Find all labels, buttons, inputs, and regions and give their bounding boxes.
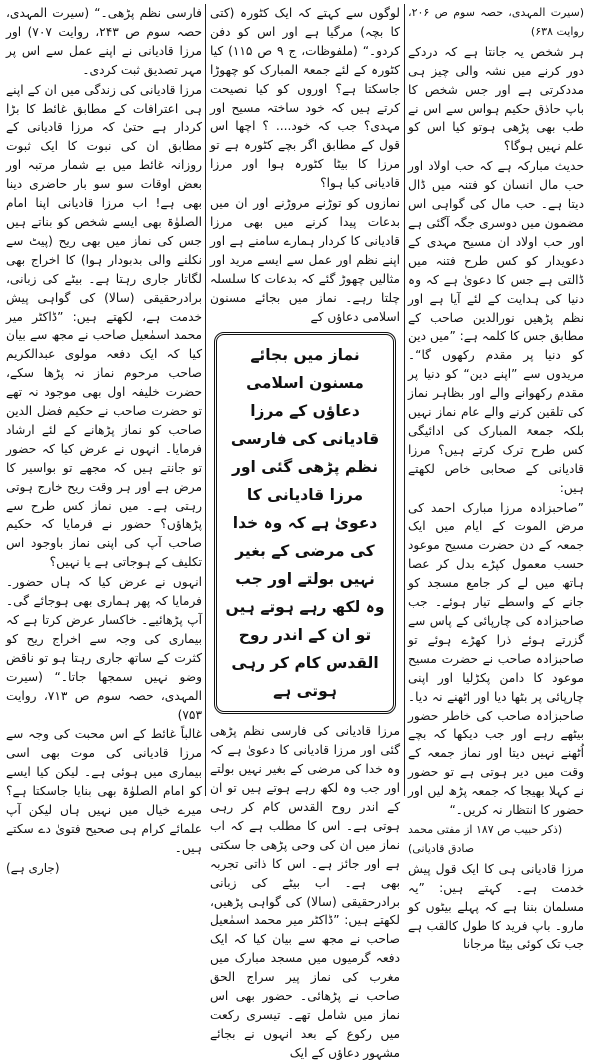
paragraph: لوگوں سے کہتے کہ ایک کٹورہ (کتی کا بچہ) مرگیا ہے اور اس کو دفن کردو۔“ (ملفوظات، ج ۹ ص ۱۱۵) کیا کٹورہ کے لئے جمعۃ المبارک کو چھوڑا جاسکتا ہے؟ اوروں کو کیا نصیحت کرتے ہیں کہ خود ساختہ مسیح اور مہدی؟ جب کہ خود.... ؟ اچھا اس قول کے مطابق اگر بچے کٹورہ ہے تو مرزا کا بیٹا کٹورہ ہوا اور مرزا قادیانی کیا ہوا؟: [210, 6, 401, 191]
reference-citation: (ذکر حبیب ص ۱۸۷ از مفتی محمد صادق قادیانی): [408, 822, 563, 855]
paragraph: حدیث مبارکہ ہے کہ حب اولاد اور حب مال انسان کو فتنہ میں ڈال دیتا ہے۔ حب مال کی گواہی اس مضمون میں دوسری جگہ آگئی ہے اور حب اولاد ان مسیح مہدی کے دعویدار کو کس طرح فتنہ میں ڈالتی ہے جس کا دعویٰ ہے کہ وہ دنیا کی ہدایت کے لئے آیا ہے اور نظم پڑھیں نورالدین صاحب کے مطابق جس کا کلمہ ہے: ”میں دین کو دنیا پر مقدم رکھوں گا“۔ مریدوں سے ”اپنے دین“ کو دنیا پر مقدم رکھوانے والے اور بظاہر نماز کی تلقین کرنے والے عام نماز نہیں بلکہ جمعۃ المبارک کی ادائیگی کس طرح ترک کرتے ہیں؟ مرزا قادیانی کے صحابی خاص لکھتے ہیں:: [408, 159, 584, 495]
paragraph: مرزا قادیانی ہی کا ایک قول پیش خدمت ہے۔ کہتے ہیں: ”یہ مسلمان بننا ہے کہ پہلے بیٹوں کو مارو۔ باپ فرید کا طول کالقب ہے جب تک کوئی بیٹا مرجانا: [408, 861, 584, 952]
paragraph: فارسی نظم پڑھی۔“ (سیرت المہدی، حصہ سوم ص ۲۴۳، روایت ۷۰۷) اور مرزا قادیانی نے اپنے عمل سے اس پر مہر تصدیق ثبت کردی۔: [6, 6, 202, 77]
pull-quote-box: نماز میں بجائے مسنون اسلامی دعاؤں کے مرزا قادیانی کی فارسی نظم پڑھی گئی اور مرزا قادیانی کا دعویٰ ہے کہ وہ خدا کی مرضی کے بغیر نہیں بولتے اور جب وہ لکھ رہے ہوتے ہیں تو ان کے اندر روح القدس کام کر رہی ہوتی ہے: [214, 332, 396, 714]
paragraph: مرزا قادیانی کی فارسی نظم پڑھی گئی اور مرزا قادیانی کا دعویٰ ہے کہ وہ خدا کی مرضی کے بغیر نہیں بولتے اور جب وہ لکھ رہے ہوتے ہیں تو ان کے اندر روح القدس کام کر رہی ہوتی ہے۔ اس کا مطلب ہے کہ اب نماز میں ان کی وحی پڑھی جا سکتی ہے اور جائز ہے۔ اس کا ذاتی تجربہ بھی ہے۔ اب بیٹے کی زبانی برادرحقیقی (سالا) کی گواہی پڑھیں، لکھتے ہیں: ”ڈاکٹر میر محمد اسمٰعیل صاحب نے مجھ سے بیان کیا کہ ایک دفعہ گرمیوں میں مسجد مبارک میں مغرب کی نماز پیر سراج الحق صاحب نے پڑھائی۔ حضور بھی اس نماز میں شامل تھے۔ تیسری رکعت میں رکوع کے بعد انہوں نے بجائے مشہور دعاؤں کے ایک: [210, 724, 400, 1060]
column-right: [408, 4, 584, 952]
column-middle: [210, 4, 401, 1060]
continued-marker: (جاری ہے): [6, 860, 60, 875]
paragraph: انہوں نے عرض کیا کہ ہاں حضور۔ فرمایا کہ پھر ہماری بھی ہوجائے گی۔ آپ پڑھائیے۔ خاکسار عرض کرتا ہے کہ بیماری کی وجہ سے اخراج ریح کو کثرت کے ساتھ جاری رہتا ہو تو ناقض وضو نہیں سمجھا جاتا۔“ (سیرت المہدی، حصہ سوم ص ۷۱۳، روایت ۷۵۳): [6, 575, 202, 722]
paragraph: نمازوں کو توڑنے مروڑنے اور ان میں بدعات پیدا کرنے میں بھی مرزا قادیانی کا کردار ہمارے سامنے ہے اور اپنے نظم اور عمل سے ایسے مرید اور مثالیں چھوڑ گئے کہ بدعات کا سلسلہ چلتا رہے۔ نماز میں بجائے مسنون اسلامی دعاؤں کے: [210, 196, 400, 324]
paragraph: مرزا قادیانی کی زندگی میں ان کے اپنے ہی اعترافات کے مطابق غائط کا بڑا کردار ہے حتیٰ کہ مرزا قادیانی کے مطابق ان کی نبوت کا ایک ثبوت روزانہ غائط میں بے شمار مرتبہ اور بعض اوقات سو سو بار حاضری دینا بھی ہے! اب مرزا قادیانی اپنا امام الصلوٰۃ بھی ایسے شخص کو بناتے ہیں جس کی نماز میں بھی ریح (پیٹ سے نکلنے والی بدبودار ہوا) کا اخراج بھی لگاتار جاری رہتا ہے۔ بیٹے کی زبانی، برادرحقیقی (سالا) کی گواہی پیش خدمت ہے، لکھتے ہیں: ”ڈاکٹر میر محمد اسمٰعیل صاحب نے مجھ سے بیان کیا کہ ایک دفعہ مولوی عبدالکریم صاحب مرحوم نماز نہ پڑھا سکے، حضرت خلیفہ اول بھی موجود نہ تھے تو حضرت صاحب نے حکیم فضل الدین صاحب کو نماز پڑھانے کے لئے ارشاد فرمایا۔ انہوں نے عرض کیا کہ حضور تو جانتے ہیں کہ مجھے تو بواسیر کا مرض ہے اور ہر وقت ریح خارج ہوتی رہتی ہے۔ میں نماز کس طرح سے پڑھاؤں؟ حضور نے فرمایا کہ حکیم صاحب آپ کی اپنی نماز باوجود اس تکلیف کے ہوجاتی ہے یا نہیں؟: [6, 82, 202, 570]
paragraph: غالباً غائط کے اس محبت کی وجہ سے مرزا قادیانی کی موت بھی اسی بیماری میں ہوئی ہے۔ لیکن کیا ایسے کو امام الصلوٰۃ بھی بنایا جاسکتا ہے؟ میرے خیال میں نہیں ہاں لیکن آپ علمائے کرام ہی صحیح فتویٰ دے سکتے ہیں۔: [6, 727, 202, 855]
reference-citation: (سیرت المہدی، حصہ سوم ص ۲۰۶، روایت ۶۳۸): [408, 6, 584, 38]
column-left: [6, 4, 202, 875]
quote-paragraph: ”صاحبزادہ مرزا مبارک احمد کی مرض الموت کے ایام میں ایک جمعہ کے دن حضرت مسیح موعود حسب معمول کپڑے بدل کر عصا ہاتھ میں لے کر جامع مسجد کو جانے کے واسطے تیار ہوئے۔ جب صاحبزادہ کی چارپائی کے پاس سے گزرتے ہوئے ذرا کھڑے ہوئے تو صاحبزادہ صاحب نے حضرت مسیح موعود کا دامن پکڑلیا اور اپنی چارپائی پر بٹھا دیا اور اٹھنے نہ دیا۔ صاحبزادہ صاحب کی خاطر حضور بیٹھے رہے اور جب دیکھا کہ بچے اُٹھنے نہیں دیتا اور نماز جمعہ کے وقت میں دیر ہوتی ہے تو حضور نے کہلا بھیجا کہ جمعہ پڑھ لیں اور حضور کا انتظار نہ کریں۔“: [408, 500, 584, 818]
column-divider: [205, 4, 206, 796]
paragraph: ہر شخص یہ جانتا ہے کہ دردکے دور کرنے میں نشہ والی چیز ہی مددکرتی ہے اور جس شخص کا باپ حاذق حکیم ہواس سے اس نے طب بھی پڑھی ہوتو کیا اس کو علم نہیں ہوگا؟: [408, 44, 584, 154]
column-divider: [404, 4, 405, 796]
